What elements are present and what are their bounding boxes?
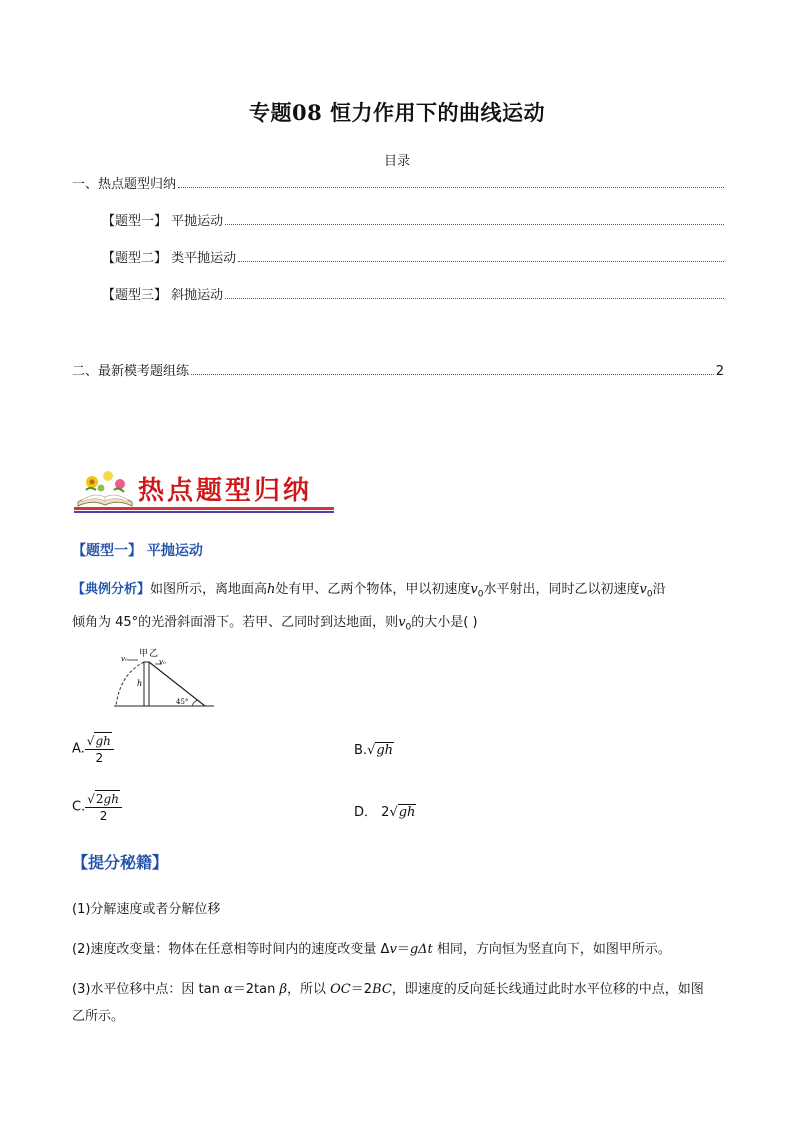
example-line-1 [72, 576, 724, 609]
tips-heading: 【提分秘籍】 [72, 853, 169, 872]
tip-text: (3)水平位移中点：因 tan [72, 982, 224, 997]
toc-entry-type-1[interactable] [102, 211, 726, 229]
tip-text: 相同，方向恒为竖直向下，如图甲所示。 [432, 942, 671, 957]
toc-entry-label: 一、热点题型归纳 [72, 177, 177, 192]
symbol-v0: v [398, 614, 406, 630]
radicand: gh [103, 792, 119, 806]
tip-1: (1)分解速度或者分解位移 [72, 902, 221, 917]
toc-heading: 目录 [383, 154, 410, 169]
symbol-v0-subscript: 0 [477, 589, 484, 600]
option-letter: B. [354, 743, 368, 758]
symbol-v: v [389, 942, 397, 957]
option-letter: A. [72, 741, 85, 757]
tip-text: ，所以 [287, 982, 331, 997]
option-a-fraction: $\frac{√gh}{2}$ [85, 732, 114, 766]
symbol-alpha: α [223, 982, 233, 997]
option-letter: C. [72, 799, 86, 815]
figure-label-angle: 45° [176, 698, 189, 706]
symbol-v0: v [470, 582, 478, 597]
option-c-fraction: $\frac{√2gh}{2}$ [85, 790, 122, 824]
toc-entry-label: 二、最新模考题组练 [72, 364, 190, 379]
tip-text: ＝2 [350, 982, 373, 997]
example-text: 处有甲、乙两个物体，甲以初速度 [275, 582, 471, 597]
toc-entry-label: 【题型三】 斜抛运动 [102, 288, 224, 303]
tip-text: (2)速度改变量：物体在任意相等时间内的速度改变量 Δ [72, 942, 390, 957]
symbol-oc: OC [330, 982, 351, 997]
page-title: 专题08 恒力作用下的曲线运动 [248, 100, 546, 125]
denominator: 2 [99, 809, 108, 823]
figure-label-h: h [137, 679, 143, 688]
tip-text: ，即速度的反向延长线通过此时水平位移的中点，如图 [391, 982, 704, 997]
radicand: gh [376, 743, 394, 758]
toc-entry-label: 【题型一】 平抛运动 [102, 214, 224, 229]
example-line-2 [72, 609, 724, 642]
symbol-v0-subscript: 0 [646, 589, 653, 600]
section-banner [74, 464, 334, 516]
tip-text: ＝ [396, 942, 410, 957]
tip-3 [72, 976, 724, 1030]
tip-text: 乙所示。 [72, 1009, 125, 1024]
figure-label-jia: 甲 [139, 649, 149, 659]
toc-entry-type-3[interactable] [102, 285, 726, 303]
toc-entry-page: 2 [715, 364, 724, 379]
toc-leader-dots [225, 298, 724, 299]
example-text: 的大小是( ) [411, 614, 478, 630]
toc-leader-dots [238, 261, 724, 262]
toc-leader-dots [191, 374, 714, 375]
example-text: 如图所示，离地面高 [150, 582, 268, 597]
symbol-v0-subscript: 0 [405, 622, 412, 633]
toc-entry-label: 【题型二】 类平抛运动 [102, 251, 237, 266]
figure-label-yi: 乙 [149, 649, 159, 659]
option-b[interactable]: B.√gh [354, 743, 394, 758]
option-letter: D． [354, 805, 378, 820]
figure-label-v0-right: v₀ [159, 658, 166, 666]
open-book-icon [74, 464, 136, 508]
radicand-coefficient: 2 [95, 792, 104, 806]
toc-leader-dots [225, 224, 724, 225]
option-c[interactable] [72, 790, 122, 824]
banner-title: 热点题型归纳 [138, 476, 313, 506]
height-pillar [144, 662, 149, 706]
radicand: gh [95, 734, 111, 748]
symbol-beta: β [279, 982, 287, 997]
denominator: 2 [95, 751, 104, 765]
question-type-heading: 【题型一】 平抛运动 [72, 543, 203, 559]
symbol-h: h [267, 582, 276, 597]
option-d[interactable]: D． 2√gh [354, 805, 416, 820]
symbol-delta-t: Δt [418, 942, 433, 957]
example-tag: 【典例分析】 [72, 582, 151, 597]
tip-2 [72, 936, 724, 963]
banner-divider-blue [74, 511, 334, 513]
example-text: 水平射出，同时乙以初速度 [483, 582, 640, 597]
radicand: gh [398, 805, 416, 820]
toc-entry-type-2[interactable] [102, 248, 726, 266]
example-text: 倾角为 45°的光滑斜面滑下。若甲、乙同时到达地面，则 [72, 614, 399, 630]
projectile-figure [112, 644, 216, 710]
toc-entry-mock-exams[interactable] [72, 361, 724, 379]
toc-leader-dots [178, 187, 724, 188]
toc-entry-hot-types[interactable] [72, 174, 726, 192]
tip-text: ＝2tan [232, 982, 280, 997]
symbol-v0: v [639, 582, 647, 597]
symbol-bc: BC [372, 982, 392, 997]
symbol-g: g [409, 942, 419, 957]
option-a[interactable] [72, 732, 114, 766]
figure-label-v0-left: v₀ [121, 655, 128, 663]
coefficient: 2 [381, 805, 390, 820]
banner-divider-red [74, 507, 334, 510]
example-paragraph [72, 576, 724, 641]
example-text: 沿 [652, 582, 666, 597]
angle-arc [192, 700, 198, 706]
